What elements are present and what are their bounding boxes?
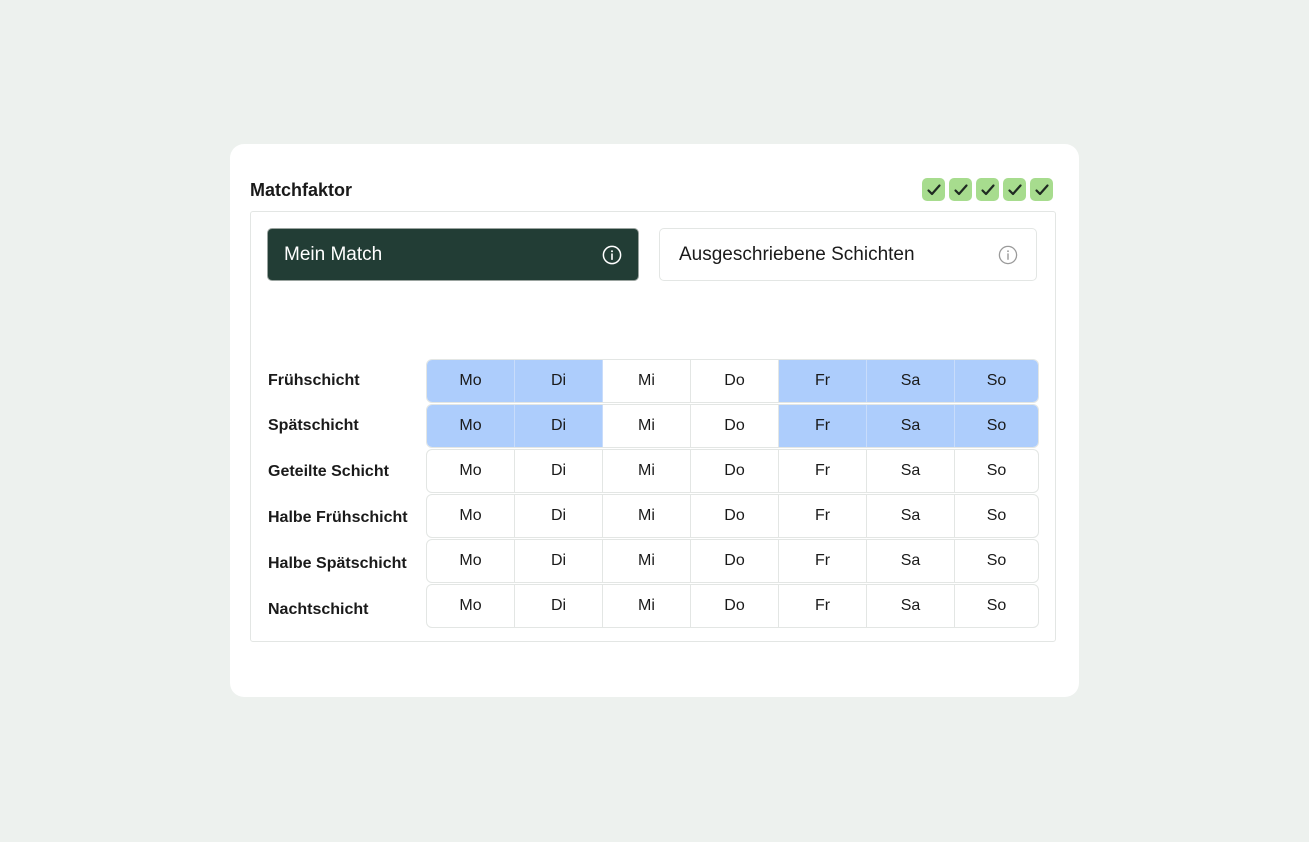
shift-day-grid [426, 359, 1039, 629]
check-icon [1030, 178, 1053, 201]
day-cell[interactable]: Fr [779, 450, 867, 492]
day-cell[interactable]: So [955, 405, 1038, 447]
day-cell[interactable]: Sa [867, 495, 955, 537]
shift-label: Nachtschicht [268, 601, 369, 618]
shift-row [426, 584, 1039, 628]
day-cell[interactable]: Mo [427, 585, 515, 627]
day-cell[interactable]: Mo [427, 540, 515, 582]
shift-label: Frühschicht [268, 372, 360, 389]
shift-label: Halbe Frühschicht [268, 509, 408, 526]
day-cell[interactable]: Di [515, 450, 603, 492]
shift-row [426, 404, 1039, 448]
day-cell[interactable]: So [986, 552, 1007, 569]
day-cell[interactable]: Mi [603, 450, 691, 492]
shift-row [426, 359, 1039, 403]
day-cell[interactable]: Mo [427, 405, 515, 447]
day-cell[interactable]: So [986, 507, 1007, 524]
check-icon [949, 178, 972, 201]
day-cell[interactable]: Fr [779, 585, 867, 627]
shift-row [426, 539, 1039, 583]
tab-ausgeschriebene-schichten[interactable] [659, 228, 1037, 281]
day-cell[interactable]: Di [515, 540, 603, 582]
day-cell[interactable]: Do [691, 360, 779, 402]
day-cell[interactable]: Fr [779, 405, 867, 447]
day-cell[interactable]: Di [515, 495, 603, 537]
card-title: Matchfaktor [250, 180, 353, 200]
info-icon[interactable] [602, 245, 622, 265]
match-score-checks [922, 178, 1053, 201]
day-cell[interactable]: Sa [867, 405, 955, 447]
shift-label: Halbe Spätschicht [268, 555, 407, 572]
day-cell[interactable]: Mi [603, 585, 691, 627]
day-cell[interactable]: So [986, 597, 1007, 614]
day-cell[interactable]: Do [691, 540, 779, 582]
shift-label: Geteilte Schicht [268, 463, 389, 480]
check-icon [976, 178, 999, 201]
shift-row [426, 449, 1039, 493]
day-cell[interactable]: So [955, 360, 1038, 402]
day-cell[interactable]: Sa [867, 585, 955, 627]
day-cell[interactable]: Do [691, 405, 779, 447]
day-cell[interactable]: So [986, 462, 1007, 479]
match-panel [250, 211, 1056, 642]
day-cell[interactable]: Mo [427, 360, 515, 402]
day-cell[interactable]: Fr [779, 540, 867, 582]
day-cell[interactable]: Sa [867, 540, 955, 582]
day-cell[interactable]: Do [691, 450, 779, 492]
day-cell[interactable]: Di [515, 360, 603, 402]
shift-label: Spätschicht [268, 417, 359, 434]
day-cell[interactable]: Mi [603, 360, 691, 402]
check-icon [922, 178, 945, 201]
day-cell[interactable]: Mo [427, 495, 515, 537]
day-cell[interactable]: Mo [427, 450, 515, 492]
day-cell[interactable]: Di [515, 585, 603, 627]
tab-mein-match[interactable] [267, 228, 639, 281]
shift-row [426, 494, 1039, 538]
tab-label: Ausgeschriebene Schichten [679, 243, 915, 265]
matchfaktor-card [230, 144, 1079, 697]
info-icon[interactable] [998, 245, 1018, 265]
day-cell[interactable]: Do [691, 495, 779, 537]
day-cell[interactable]: Mi [603, 540, 691, 582]
day-cell[interactable]: Sa [867, 450, 955, 492]
day-cell[interactable]: Mi [603, 495, 691, 537]
day-cell[interactable]: Fr [779, 360, 867, 402]
day-cell[interactable]: Sa [867, 360, 955, 402]
day-cell[interactable]: Fr [779, 495, 867, 537]
day-cell[interactable]: Do [691, 585, 779, 627]
day-cell[interactable]: Di [515, 405, 603, 447]
day-cell[interactable]: Mi [603, 405, 691, 447]
check-icon [1003, 178, 1026, 201]
tab-label: Mein Match [284, 243, 383, 265]
